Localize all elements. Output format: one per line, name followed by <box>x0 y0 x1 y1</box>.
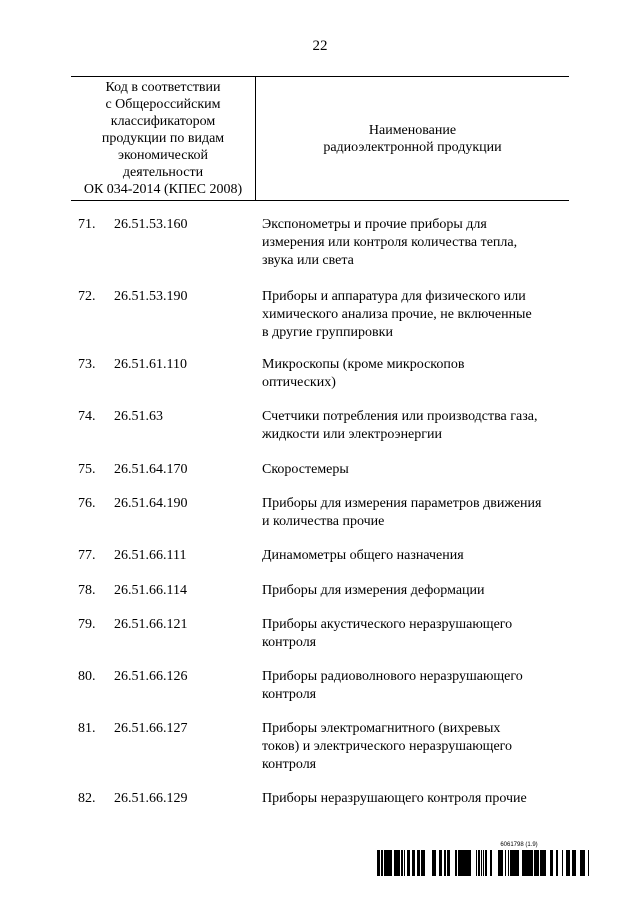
row-name-line: Приборы радиоволнового неразрушающего <box>262 669 523 684</box>
row-name-line: Счетчики потребления или производства газа, <box>262 409 538 424</box>
row-code: 26.51.66.126 <box>114 669 188 684</box>
header-code-line: деятельности <box>122 165 204 180</box>
row-name <box>262 616 574 652</box>
row-code: 26.51.63 <box>114 409 163 424</box>
row-name-line: Экспонометры и прочие приборы для <box>262 217 487 232</box>
row-name-line: Динамометры общего назначения <box>262 548 464 563</box>
row-code: 26.51.66.127 <box>114 721 188 736</box>
row-name-line: в другие группировки <box>262 325 393 340</box>
header-code-line: экономической <box>117 148 209 163</box>
row-code: 26.51.66.114 <box>114 583 187 598</box>
row-name <box>262 790 574 808</box>
row-name-line: и количества прочие <box>262 514 385 529</box>
header-code-line: с Общероссийским <box>105 97 221 112</box>
row-name-line: Приборы неразрушающего контроля прочие <box>262 791 527 806</box>
row-name <box>262 547 574 565</box>
page-number: 22 <box>312 38 328 54</box>
row-code: 26.51.66.111 <box>114 548 187 563</box>
row-number: 79. <box>78 617 96 632</box>
row-name-line: оптических) <box>262 375 336 390</box>
row-name-line: контроля <box>262 757 317 772</box>
header-code-line: продукции по видам <box>101 131 225 146</box>
row-name-line: звука или света <box>262 253 354 268</box>
barcode-number: 6061798 (1.9) <box>500 842 538 848</box>
header-name-column <box>256 77 569 200</box>
row-name <box>262 668 574 704</box>
header-code-line: ОК 034-2014 (КПЕС 2008) <box>83 182 243 197</box>
table-header <box>71 76 569 201</box>
row-name-line: Приборы электромагнитного (вихревых <box>262 721 501 736</box>
header-code-line: классификатором <box>110 114 216 129</box>
row-name-line: контроля <box>262 687 317 702</box>
row-name-line: токов) и электрического неразрушающего <box>262 739 513 754</box>
row-name-line: контроля <box>262 635 317 650</box>
row-number: 72. <box>78 289 96 304</box>
row-code: 26.51.53.160 <box>114 217 188 232</box>
header-name-line: радиоэлектронной продукции <box>323 139 502 155</box>
row-number: 76. <box>78 496 96 511</box>
header-name-line: Наименование <box>368 122 457 138</box>
row-code: 26.51.61.110 <box>114 357 187 372</box>
row-number: 80. <box>78 669 96 684</box>
row-code: 26.51.64.190 <box>114 496 188 511</box>
row-name-line: химического анализа прочие, не включенные <box>262 307 532 322</box>
barcode-icon <box>377 850 591 876</box>
row-name <box>262 356 574 392</box>
row-name-line: жидкости или электроэнергии <box>262 427 442 442</box>
row-number: 78. <box>78 583 96 598</box>
row-number: 71. <box>78 217 96 232</box>
row-name <box>262 720 574 774</box>
row-name <box>262 408 574 444</box>
row-number: 81. <box>78 721 96 736</box>
row-number: 74. <box>78 409 96 424</box>
row-name <box>262 582 574 600</box>
row-name-line: Приборы и аппаратура для физического или <box>262 289 526 304</box>
row-name-line: Скоростемеры <box>262 462 349 477</box>
row-code: 26.51.64.170 <box>114 462 188 477</box>
row-name-line: измерения или контроля количества тепла, <box>262 235 518 250</box>
row-name-line: Микроскопы (кроме микроскопов <box>262 357 465 372</box>
row-name <box>262 216 574 270</box>
row-number: 75. <box>78 462 96 477</box>
row-name-line: Приборы акустического неразрушающего <box>262 617 513 632</box>
row-code: 26.51.66.129 <box>114 791 188 806</box>
row-number: 73. <box>78 357 96 372</box>
row-name-line: Приборы для измерения деформации <box>262 583 485 598</box>
header-code-line: Код в соответствии <box>105 80 221 95</box>
row-name-line: Приборы для измерения параметров движения <box>262 496 542 511</box>
row-number: 82. <box>78 791 96 806</box>
header-code-column <box>71 77 256 200</box>
row-number: 77. <box>78 548 96 563</box>
row-name <box>262 288 574 342</box>
row-code: 26.51.66.121 <box>114 617 188 632</box>
row-name <box>262 495 574 531</box>
row-code: 26.51.53.190 <box>114 289 188 304</box>
row-name <box>262 461 574 479</box>
